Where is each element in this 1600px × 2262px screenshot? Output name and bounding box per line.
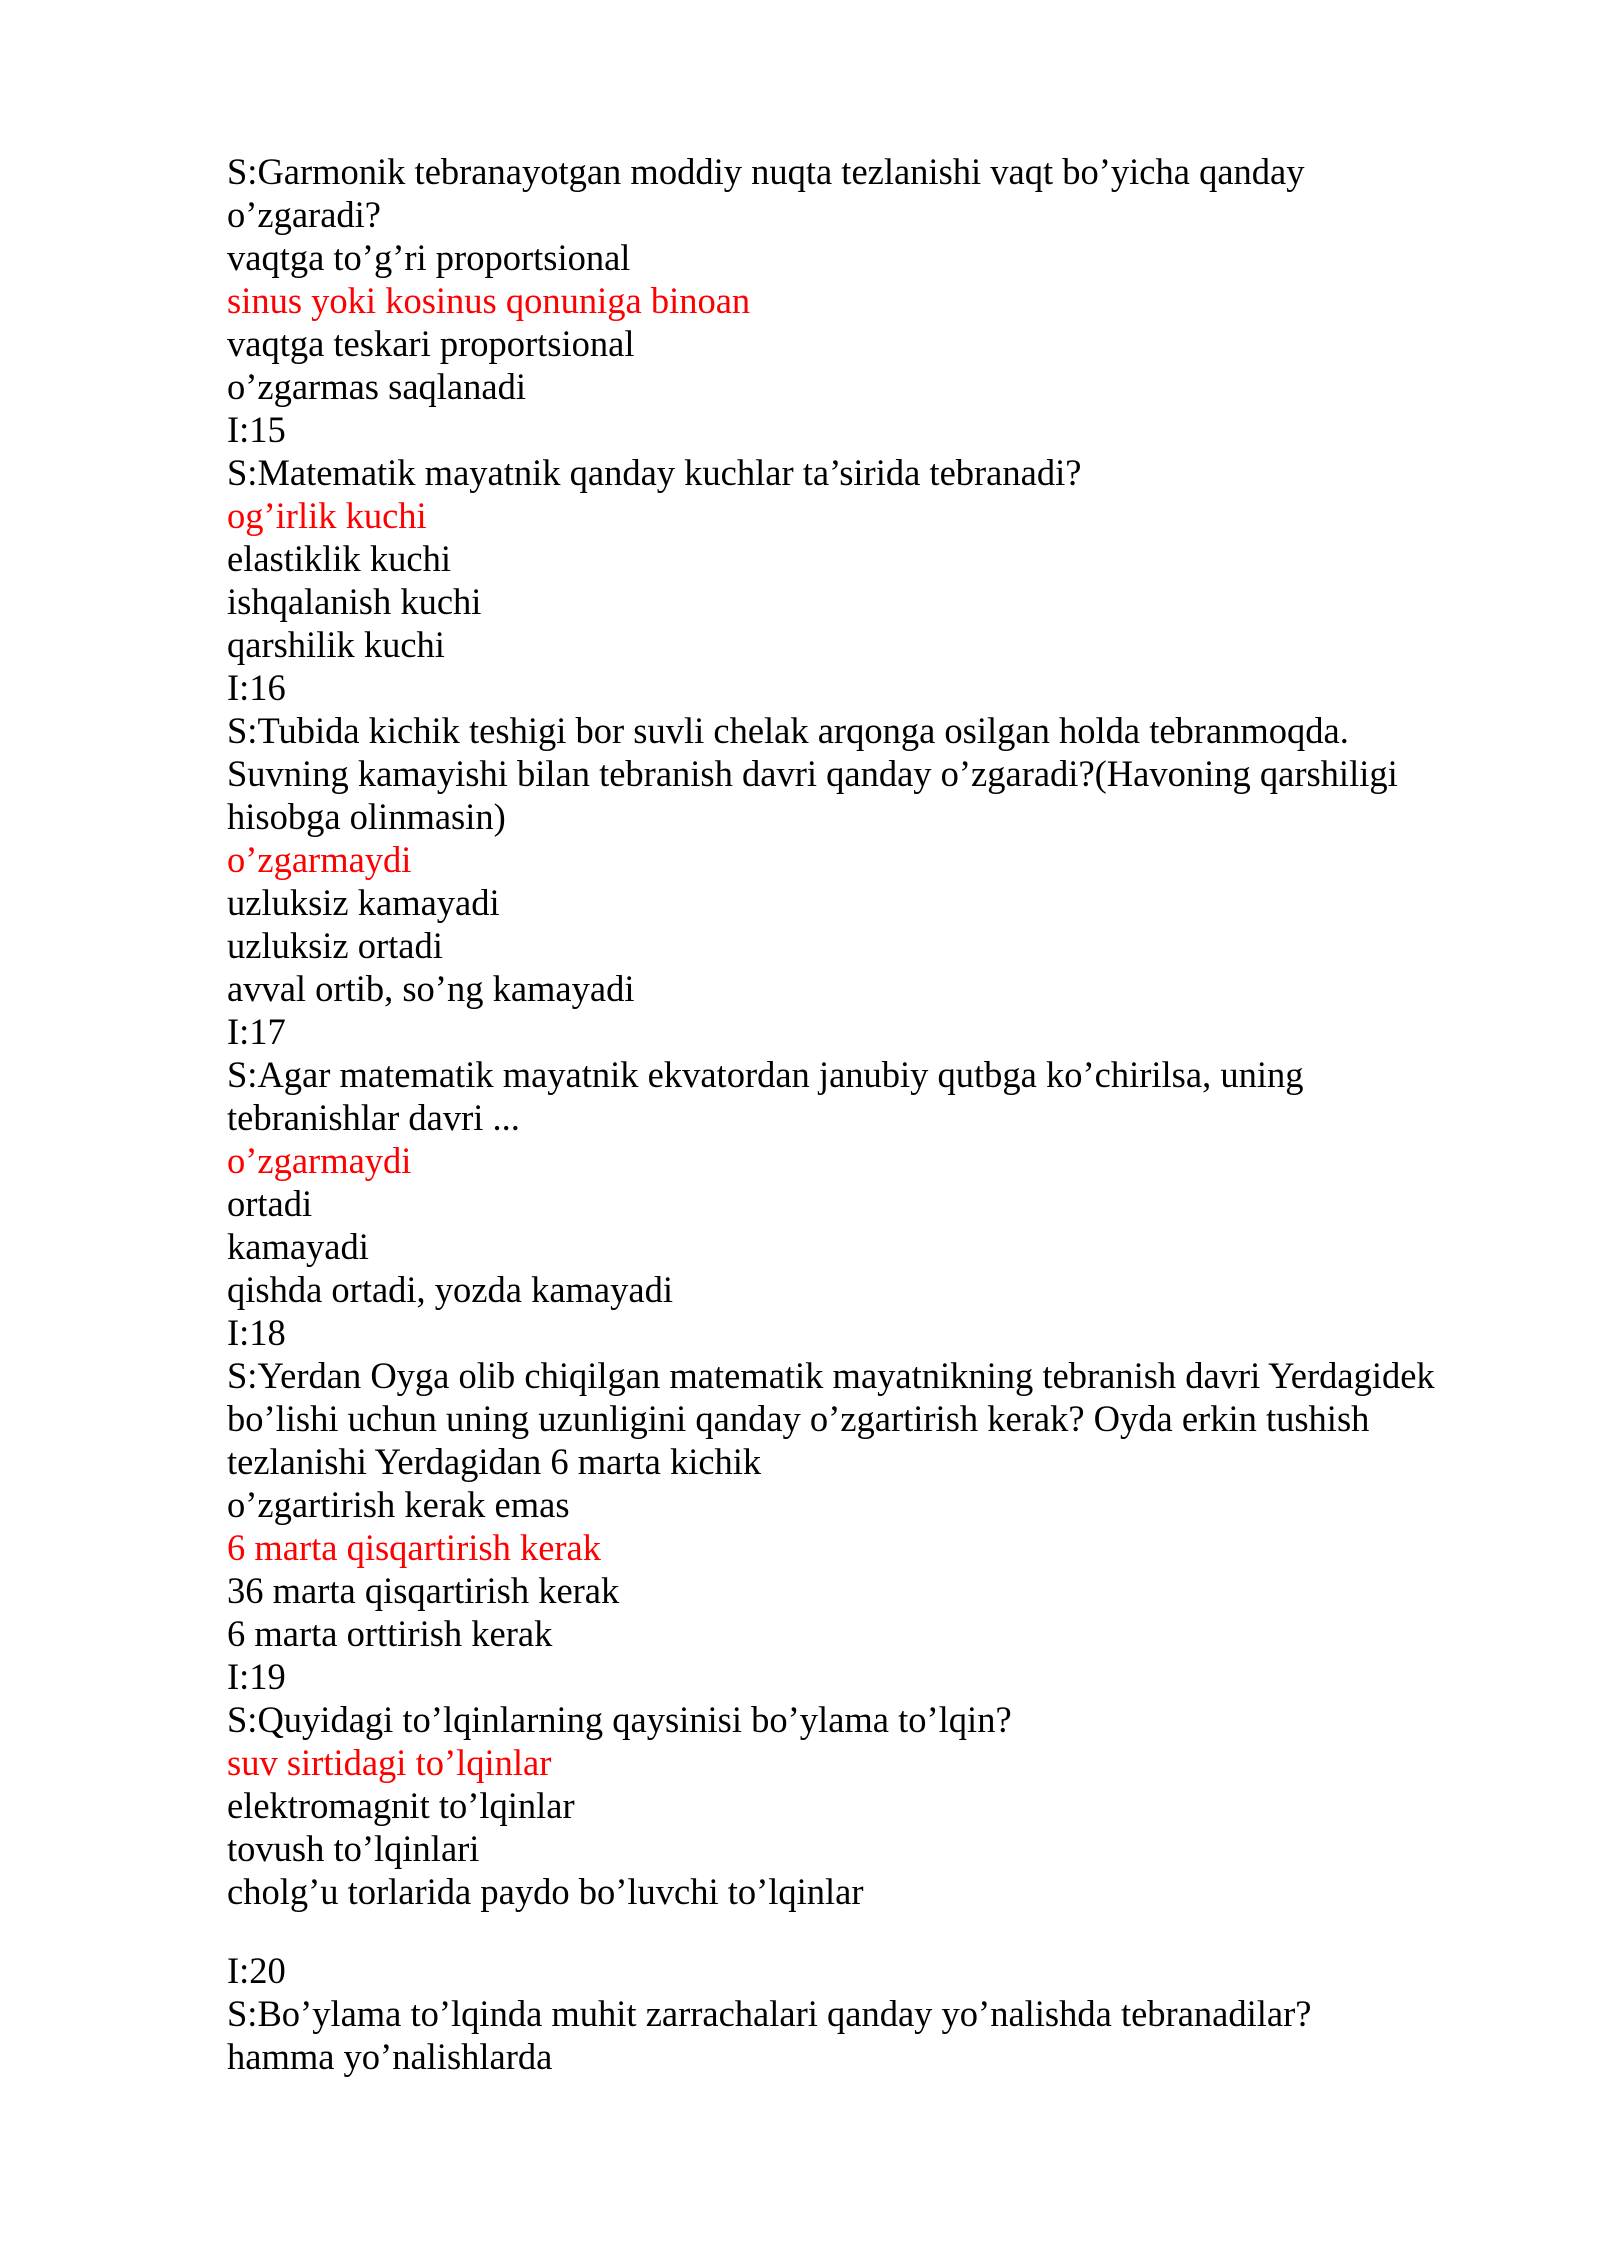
- question-block: [227, 1311, 1527, 1655]
- answer-option: vaqtga teskari proportsional: [227, 323, 635, 364]
- answer-option: elastiklik kuchi: [227, 538, 452, 579]
- answer-option: ishqalanish kuchi: [227, 581, 482, 622]
- question-id: I:19: [227, 1656, 286, 1697]
- question-id: I:16: [227, 667, 286, 708]
- question-text: tezlanishi Yerdagidan 6 marta kichik: [227, 1441, 762, 1482]
- question-id: I:20: [227, 1950, 286, 1991]
- question-text: S:Agar matematik mayatnik ekvatordan janubiy qutbga ko’chirilsa, uning: [227, 1054, 1304, 1095]
- answer-option: tovush to’lqinlari: [227, 1828, 480, 1869]
- correct-answer-option: sinus yoki kosinus qonuniga binoan: [227, 280, 751, 321]
- answer-option: avval ortib, so’ng kamayadi: [227, 968, 635, 1009]
- question-text: hisobga olinmasin): [227, 796, 506, 837]
- answer-option: cholg’u torlarida paydo bo’luvchi to’lqinlar: [227, 1871, 864, 1912]
- document-page: [227, 150, 1527, 2078]
- question-text: S:Garmonik tebranayotgan moddiy nuqta tezlanishi vaqt bo’yicha qanday: [227, 151, 1305, 192]
- answer-option: qarshilik kuchi: [227, 624, 445, 665]
- question-id: I:15: [227, 409, 286, 450]
- question-text: Suvning kamayishi bilan tebranish davri qanday o’zgaradi?(Havoning qarshiligi: [227, 753, 1398, 794]
- correct-answer-option: o’zgarmaydi: [227, 839, 412, 880]
- correct-answer-option: o’zgarmaydi: [227, 1140, 412, 1181]
- question-id: I:18: [227, 1312, 286, 1353]
- answer-option: 36 marta qisqartirish kerak: [227, 1570, 620, 1611]
- question-text: tebranishlar davri ...: [227, 1097, 520, 1138]
- question-text: S:Tubida kichik teshigi bor suvli chelak arqonga osilgan holda tebranmoqda.: [227, 710, 1349, 751]
- answer-option: hamma yo’nalishlarda: [227, 2036, 553, 2077]
- answer-option: ortadi: [227, 1183, 313, 1224]
- question-block: [227, 1949, 1527, 2078]
- question-block: [227, 408, 1527, 666]
- blank-line: [227, 1913, 1527, 1949]
- answer-option: 6 marta orttirish kerak: [227, 1613, 553, 1654]
- question-text: S:Yerdan Oyga olib chiqilgan matematik mayatnikning tebranish davri Yerdagidek: [227, 1355, 1435, 1396]
- question-block: [227, 666, 1527, 1010]
- answer-option: kamayadi: [227, 1226, 369, 1267]
- question-text: S:Matematik mayatnik qanday kuchlar ta’sirida tebranadi?: [227, 452, 1082, 493]
- question-text: o’zgaradi?: [227, 194, 382, 235]
- question-text: bo’lishi uchun uning uzunligini qanday o’zgartirish kerak? Oyda erkin tushish: [227, 1398, 1370, 1439]
- question-text: S:Bo’ylama to’lqinda muhit zarrachalari qanday yo’nalishda tebranadilar?: [227, 1993, 1312, 2034]
- answer-option: qishda ortadi, yozda kamayadi: [227, 1269, 673, 1310]
- answer-option: uzluksiz ortadi: [227, 925, 443, 966]
- question-text: S:Quyidagi to’lqinlarning qaysinisi bo’ylama to’lqin?: [227, 1699, 1012, 1740]
- question-block: [227, 1010, 1527, 1311]
- answer-option: vaqtga to’g’ri proportsional: [227, 237, 631, 278]
- answer-option: o’zgartirish kerak emas: [227, 1484, 570, 1525]
- question-block: [227, 1655, 1527, 1913]
- correct-answer-option: 6 marta qisqartirish kerak: [227, 1527, 602, 1568]
- answer-option: uzluksiz kamayadi: [227, 882, 500, 923]
- correct-answer-option: suv sirtidagi to’lqinlar: [227, 1742, 552, 1783]
- answer-option: o’zgarmas saqlanadi: [227, 366, 526, 407]
- answer-option: elektromagnit to’lqinlar: [227, 1785, 575, 1826]
- question-id: I:17: [227, 1011, 286, 1052]
- question-block: [227, 150, 1527, 408]
- correct-answer-option: og’irlik kuchi: [227, 495, 427, 536]
